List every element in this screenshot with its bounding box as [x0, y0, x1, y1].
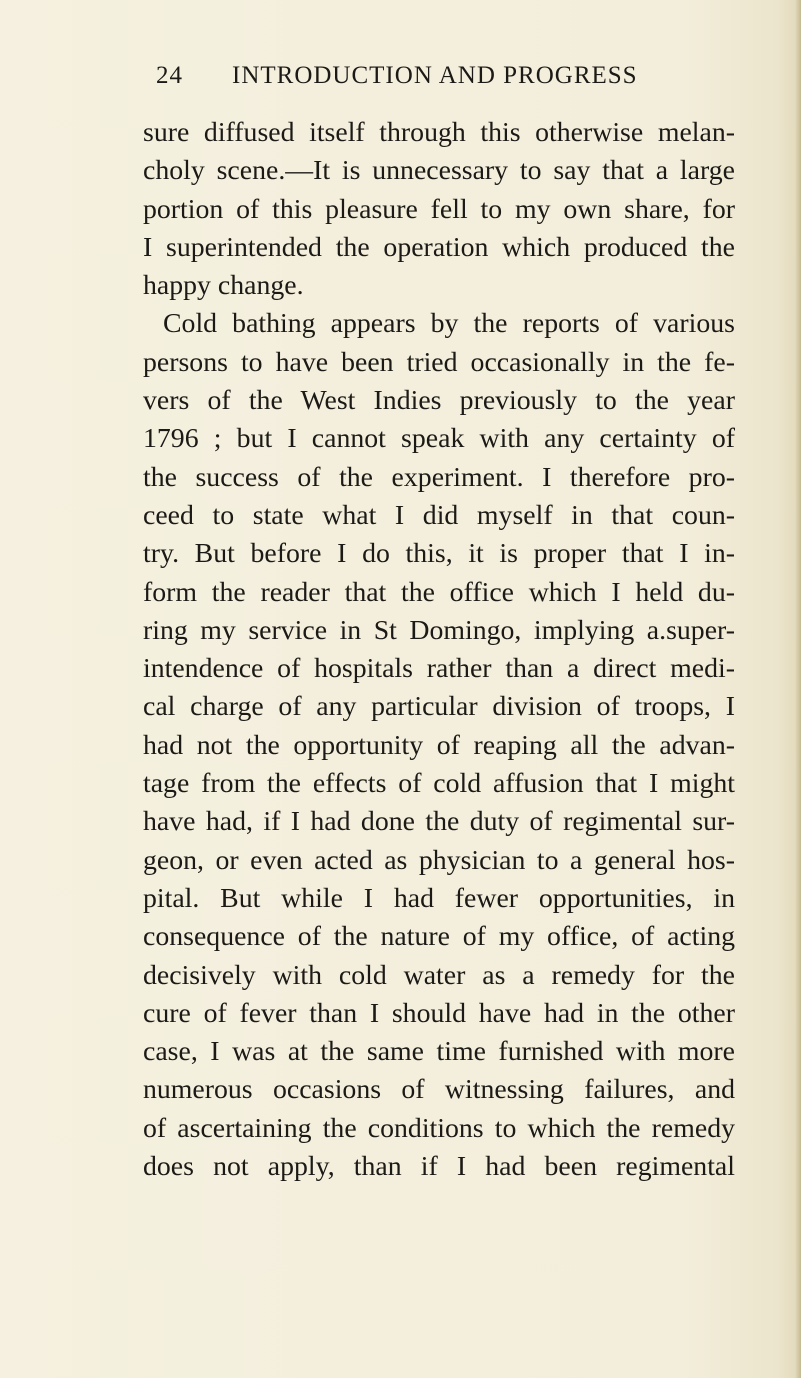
page-number: 24	[156, 62, 183, 89]
text-line: happy change.	[143, 270, 304, 302]
text-line: consequence of the nature of my office, of acting	[143, 921, 735, 953]
text-line: ceed to state what I did myself in that coun-	[143, 499, 735, 531]
text-line: tage from the effects of cold affusion that I might	[143, 768, 735, 800]
page-header	[156, 62, 638, 102]
text-line: Cold bathing appears by the reports of various	[163, 308, 735, 340]
text-line: geon, or even acted as physician to a general hos-	[143, 844, 735, 876]
text-line: portion of this pleasure fell to my own share, for	[143, 193, 735, 225]
page-edge-shadow	[795, 0, 801, 1378]
text-line: pital. But while I had fewer opportunities, in	[143, 882, 735, 914]
text-line: the success of the experiment. I therefore pro-	[143, 461, 735, 493]
text-line: vers of the West Indies previously to the year	[143, 385, 735, 417]
body-text	[143, 114, 735, 1186]
text-line: I superintended the operation which produced the	[143, 231, 735, 263]
text-line: cure of fever than I should have had in the other	[143, 997, 735, 1029]
text-line: case, I was at the same time furnished with more	[143, 1036, 735, 1068]
text-line: cal charge of any particular division of troops, I	[143, 691, 735, 723]
text-line: of ascertaining the conditions to which the remedy	[143, 1112, 735, 1144]
text-line: ring my service in St Domingo, implying a.super-	[143, 614, 735, 646]
running-head: INTRODUCTION AND PROGRESS	[232, 62, 638, 89]
text-line: have had, if I had done the duty of regimental sur-	[143, 806, 735, 838]
text-line: persons to have been tried occasionally in the fe-	[143, 346, 735, 378]
text-line: had not the opportunity of reaping all the advan-	[143, 729, 735, 761]
text-line: intendence of hospitals rather than a direct medi-	[143, 653, 735, 685]
text-line: decisively with cold water as a remedy for the	[143, 959, 735, 991]
text-line: does not apply, than if I had been regimental	[143, 1151, 735, 1183]
text-line: try. But before I do this, it is proper that I in-	[143, 538, 735, 570]
text-line: choly scene.—It is unnecessary to say that a large	[143, 155, 735, 187]
text-line: form the reader that the office which I held du-	[143, 576, 735, 608]
text-line: 1796 ; but I cannot speak with any certainty of	[143, 423, 735, 455]
text-line: sure diffused itself through this otherwise melan-	[143, 117, 735, 148]
text-line: numerous occasions of witnessing failures, and	[143, 1074, 735, 1106]
